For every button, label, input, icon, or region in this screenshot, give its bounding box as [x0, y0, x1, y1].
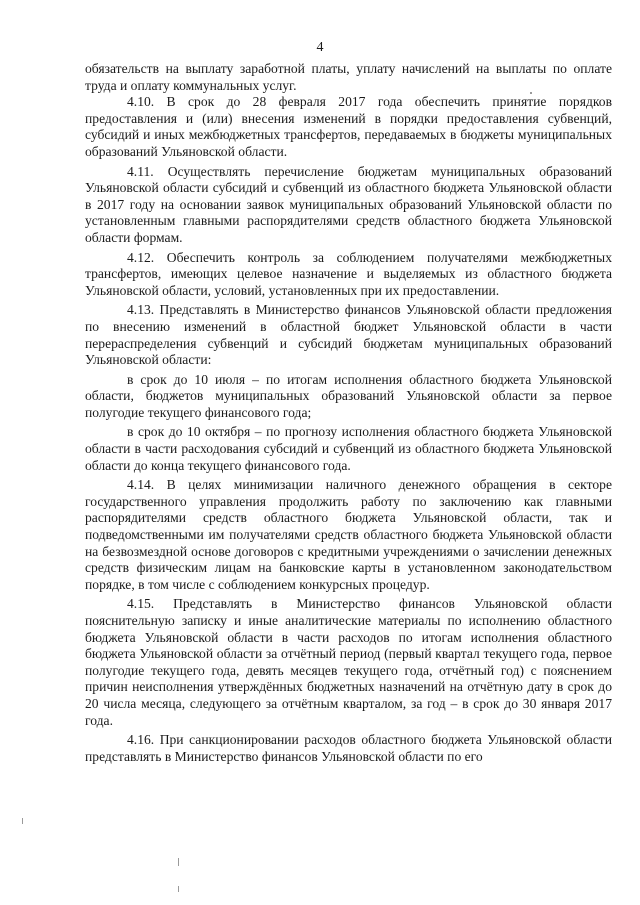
- paragraph-4-13-october: в срок до 10 октября – по прогнозу исполнения областного бюджета Ульяновской области в части расходования субсидий и субвенций из областного бюджета Ульяновской области до конца текущего финансового года.: [85, 424, 612, 473]
- paragraph-4-15: 4.15. Представлять в Министерство финансов Ульяновской области пояснительную записку и иные аналитические материалы по исполнению областного бюджета Ульяновской области в части расходов по итогам исполнения областного бюджета Ульяновской области за отчётный период (первый квартал текущего года, первое полугодие текущего года, девять месяцев текущего года, отчётный год) с пояснением причин неисполнения утверждённых бюджетных назначений на отчётную дату в срок до 20 числа месяца, следующего за отчётным кварталом, за год – в срок до 30 января 2017 года.: [85, 596, 612, 728]
- page-number: 4: [316, 40, 324, 55]
- scan-mark: [178, 886, 179, 892]
- paragraph-4-13: 4.13. Представлять в Министерство финансов Ульяновской области предложения по внесению изменений в областной бюджет Ульяновской области в части перераспределения субвенций и субсидий бюджетам муниципальных образований Ульяновской области:: [85, 302, 612, 368]
- paragraph-4-16: 4.16. При санкционировании расходов областного бюджета Ульяновской области представлять в Министерство финансов Ульяновской области по его: [85, 732, 612, 764]
- paragraph-4-11: 4.11. Осуществлять перечисление бюджетам муниципальных образований Ульяновской области субсидий и субвенций из областного бюджета Ульяновской области в 2017 году на основании заявок муниципальных образований Ульяновской области по установленным главными распорядителями средств областного бюджета Ульяновской области формам.: [85, 163, 612, 245]
- document-body: [85, 61, 612, 765]
- paragraph-continuation: обязательств на выплату заработной платы, уплату начислений на выплаты по оплате труда и оплату коммунальных услуг.: [85, 61, 612, 93]
- paragraph-4-13-july: в срок до 10 июля – по итогам исполнения областного бюджета Ульяновской области, бюджетов муниципальных образований Ульяновской области за первое полугодие текущего финансового года;: [85, 371, 612, 420]
- paragraph-4-14: 4.14. В целях минимизации наличного денежного обращения в секторе государственного управления продолжить работу по заключению как главными распорядителями средств областного бюджета Ульяновской области, так и подведомственными им получателями средств областного бюджета Ульяновской области на безвозмездной основе договоров с кредитными учреждениями о зачислении денежных средств физическим лицам на банковские карты в установленном законодательством порядке, в том числе с соблюдением конкурсных процедур.: [85, 477, 612, 592]
- scan-mark: [530, 92, 532, 94]
- scan-mark: [22, 818, 23, 824]
- scan-mark: [178, 858, 179, 866]
- paragraph-4-10: 4.10. В срок до 28 февраля 2017 года обеспечить принятие порядков предоставления и (или) внесения изменений в порядки предоставления субвенций, субсидий и иных межбюджетных трансфертов, передаваемых в бюджеты муниципальных образований Ульяновской области.: [85, 94, 612, 159]
- paragraph-4-12: 4.12. Обеспечить контроль за соблюдением получателями межбюджетных трансфертов, имеющих целевое назначение и выделяемых из областного бюджета Ульяновской области, условий, установленных при их предоставлении.: [85, 249, 612, 298]
